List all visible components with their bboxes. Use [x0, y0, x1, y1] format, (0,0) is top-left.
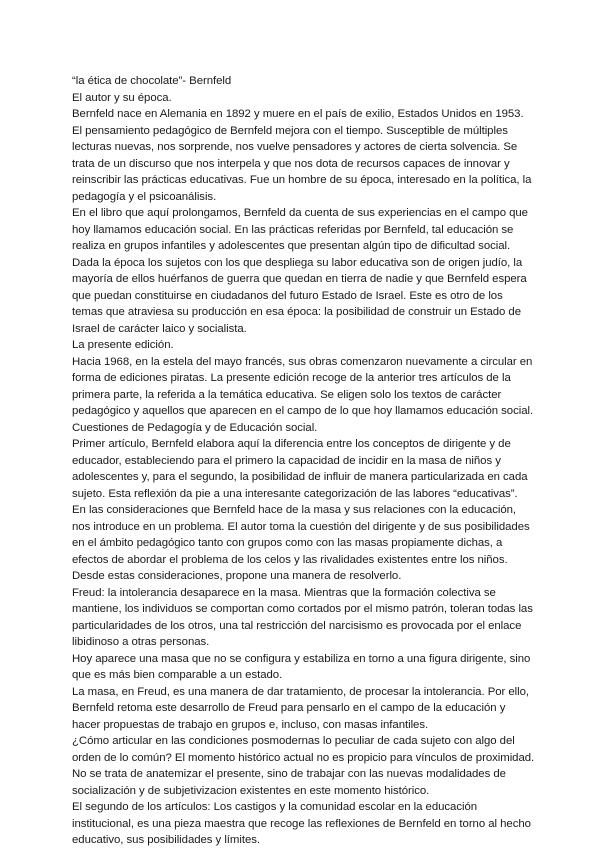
text-line: trata de un discurso que nos interpela y que nos dota de recursos capaces de innovar y — [72, 157, 510, 170]
text-line: institucional, es una pieza maestra que recoge las reflexiones de Bernfeld en torno al hecho — [72, 817, 531, 830]
text-line: Hacia 1968, en la estela del mayo francés, sus obras comenzaron nuevamente a circular en — [72, 355, 533, 368]
text-line: efectos de abordar el problema de los celos y las rivalidades existentes entre los niños. — [72, 553, 508, 566]
text-line: En las consideraciones que Bernfeld hace de la masa y sus relaciones con la educación, — [72, 504, 517, 516]
text-line: en el ámbito pedagógico tanto con grupos como con las masas propiamente dichas, a — [72, 537, 503, 549]
text-line: No se trata de anatemizar el presente, sino de trabajar con las nuevas modalidades de — [72, 768, 506, 780]
text-line: La masa, en Freud, es una manera de dar tratamiento, de procesar la intolerancia. Por ello, — [72, 685, 530, 698]
text-line: educador, estableciendo para el primero la capacidad de incidir en la masa de niños y — [72, 454, 501, 467]
text-line: pedagogía y el psicoanálisis. — [72, 190, 217, 203]
text-line: primera parte, la referida a la temática educativa. Se eligen solo los textos de carácter — [72, 388, 502, 401]
text-line: particularidades de los otros, una tal restricción del narcisismo es provocada por el enlace — [72, 619, 522, 632]
text-line: Dada la época los sujetos con los que despliega su labor educativa son de origen judío, la — [72, 256, 523, 269]
text-line: temas que atraviesa su producción en esa época: la posibilidad de construir un Estado de — [72, 306, 521, 318]
text-line: Desde estas consideraciones, propone una manera de resolverlo. — [72, 570, 402, 582]
text-line: educativo, sus posibilidades y límites. — [72, 834, 260, 846]
text-line: mantiene, los individuos se comportan como cortados por el mismo patrón, toleran todas las — [72, 603, 533, 615]
text-line: sujeto. Esta reflexión da pie a una interesante categorización de las labores “educativas”. — [72, 487, 518, 500]
text-line: Bernfeld nace en Alemania en 1892 y muere en el país de exilio, Estados Unidos en 1953. — [72, 108, 524, 120]
text-line: que es más bien comparable a un estado. — [72, 669, 283, 681]
text-line: realiza en grupos infantiles y adolescentes que presentan algún tipo de dificultad social. — [72, 240, 511, 252]
text-line: socialización y de subjetivizacion existentes en este momento histórico. — [72, 784, 430, 797]
text-line: Freud: la intolerancia desaparece en la masa. Mientras que la formación colectiva se — [72, 586, 496, 599]
text-line: libidinoso a otras personas. — [72, 636, 210, 648]
text-line: forma de ediciones piratas. La presente edición recoge de la anterior tres artículos de la — [72, 372, 511, 384]
text-line: Primer artículo, Bernfeld elabora aquí la diferencia entre los conceptos de dirigente y de — [72, 438, 511, 450]
text-line: hacer propuestas de trabajo en grupos e, incluso, con masas infantiles. — [72, 718, 429, 731]
text-line: reinscribir las prácticas educativas. Fue un hombre de su época, interesado en la política, la — [72, 174, 532, 186]
text-line: adolescentes y, para el segundo, la posibilidad de influir de manera particularizada en cada — [72, 471, 528, 483]
text-line: El autor y su época. — [72, 91, 172, 104]
text-line: orden de lo común? El momento histórico actual no es propicio para vínculos de proximidad. — [72, 751, 535, 764]
text-line: Bernfeld retoma este desarrollo de Freud para pensarlo en el campo de la educación y — [72, 702, 506, 714]
document-body — [72, 73, 560, 849]
text-line: Cuestiones de Pedagogía y de Educación social. — [72, 421, 318, 434]
text-line: La presente edición. — [72, 339, 174, 351]
text-line: El pensamiento pedagógico de Bernfeld mejora con el tiempo. Susceptible de múltiples — [72, 124, 508, 137]
text-line: ¿Cómo articular en las condiciones posmodernas lo peculiar de cada sujeto con algo del — [72, 735, 515, 747]
text-line: El segundo de los artículos: Los castigos y la comunidad escolar en la educación — [72, 801, 478, 813]
text-line: nos introduce en un problema. El autor toma la cuestión del dirigente y de sus posibilidades — [72, 520, 530, 533]
document-title: “la ética de chocolate”- Bernfeld — [72, 75, 232, 87]
text-line: Israel de carácter laico y socialista. — [72, 322, 247, 335]
text-line: hoy llamamos educación social. En las prácticas referidas por Bernfeld, tal educación se — [72, 223, 514, 236]
text-line: lecturas nuevas, nos sorprende, nos vuelve pensadores y actores de cierta solvencia. Se — [72, 141, 518, 153]
text-line: En el libro que aquí prolongamos, Bernfeld da cuenta de sus experiencias en el campo que — [72, 207, 528, 219]
text-line: mayoría de ellos huérfanos de guerra que quedan en tierra de nadie y que Bernfeld espera — [72, 273, 527, 285]
text-line: Hoy aparece una masa que no se configura y estabiliza en torno a una figura dirigente, sino — [72, 652, 531, 665]
text-line: que puedan constituirse en ciudadanos del futuro Estado de Israel. Este es otro de los — [72, 289, 503, 302]
text-line: pedagógico y aquellos que aparecen en el campo de lo que hoy llamamos educación social. — [72, 405, 534, 417]
